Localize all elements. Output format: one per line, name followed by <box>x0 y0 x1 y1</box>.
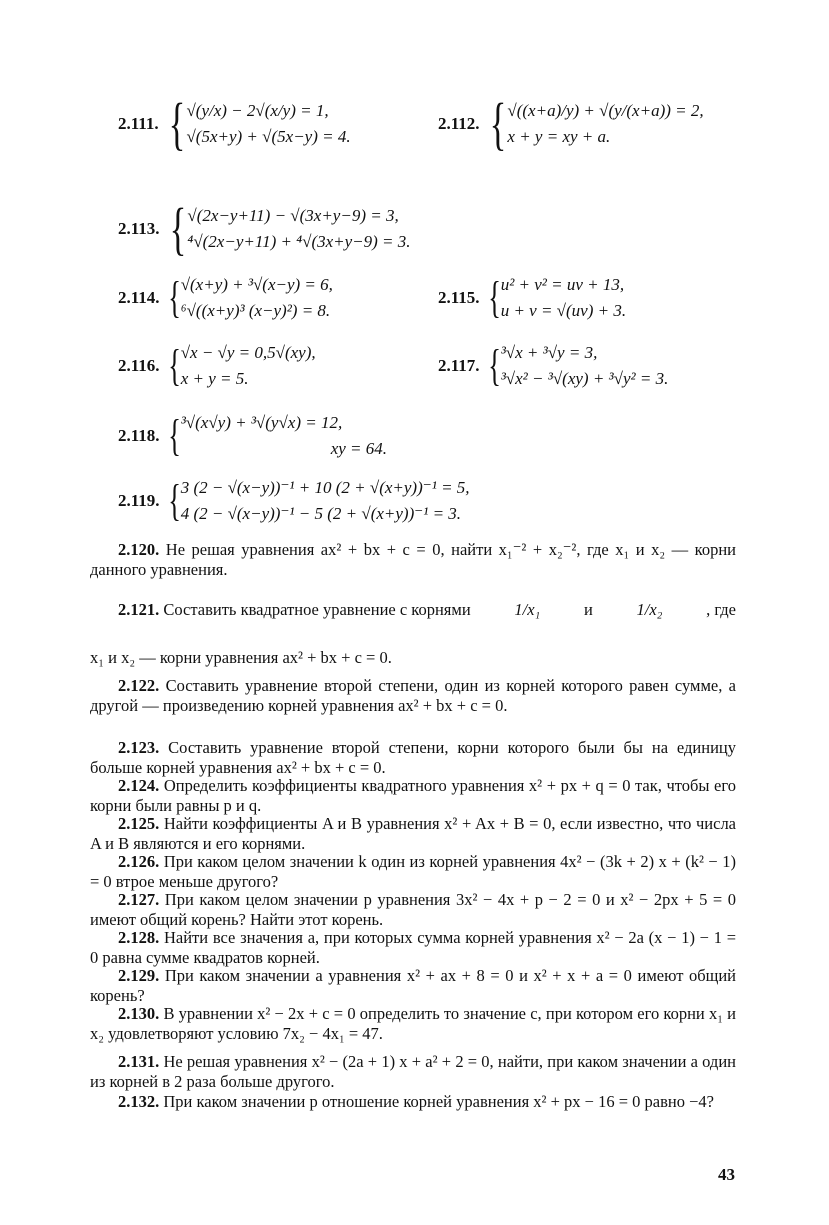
problem-number: 2.113. <box>118 219 160 238</box>
equation-system <box>507 98 703 150</box>
problem-2-115 <box>438 272 626 324</box>
problem-text: Найти все значения a, при которых сумма корней уравнения x² − 2a (x − 1) − 1 = 0 равна сумме квадратов корней. <box>90 928 736 967</box>
problem-number: 2.115. <box>438 288 480 307</box>
problem-2-132 <box>90 1092 736 1112</box>
equation-line: ⁶√((x+y)³ (x−y)²) = 8. <box>180 301 331 320</box>
problem-number: 2.111. <box>118 114 159 133</box>
problem-text: В уравнении x² − 2x + c = 0 определить то значение c, при котором его корни x₁ и x₂ удовлетворяют условию 7x₂ − 4x₁ = 47. <box>90 1004 736 1043</box>
problem-number: 2.114. <box>118 288 160 307</box>
problem-text: Составить квадратное уравнение с корнями <box>159 600 471 619</box>
equation-system <box>501 340 669 392</box>
problem-number: 2.123. <box>118 738 160 757</box>
system-brace: { <box>487 341 501 390</box>
problem-text: При каком целом значении k один из корней уравнения 4x² − (3k + 2) x + (k² − 1) = 0 втрое меньше другого? <box>90 852 736 891</box>
system-brace: { <box>167 411 181 460</box>
problem-text: При каком значении a уравнения x² + ax + 8 = 0 и x² + x + a = 0 имеют общий корень? <box>90 966 736 1005</box>
problem-number: 2.120. <box>118 540 160 559</box>
problem-2-112 <box>438 91 704 156</box>
system-brace: { <box>489 91 506 156</box>
problem-number: 2.117. <box>438 356 480 375</box>
equation-system <box>181 272 333 324</box>
equation-line: xy = 64. <box>330 439 387 458</box>
problem-2-121 <box>90 600 736 620</box>
problem-text: Составить уравнение второй степени, один из корней которого равен сумме, а другой — произведению корней уравнения ax² + bx + c = 0. <box>90 676 736 715</box>
problem-text: Не решая уравнения ax² + bx + c = 0, найти x₁⁻² + x₂⁻², где x₁ и x₂ — корни данного уравнения. <box>90 540 736 579</box>
problem-text-tail: , где <box>706 600 736 619</box>
problem-number: 2.126. <box>118 852 160 871</box>
equation-line: ⁴√(2x−y+11) + ⁴√(3x+y−9) = 3. <box>187 232 411 251</box>
equation-line: ³√(x√y) + ³√(y√x) = 12, <box>180 413 343 432</box>
problem-number: 2.127. <box>118 890 160 909</box>
equation-line: 3 (2 − √(x−y))⁻¹ + 10 (2 + √(x+y))⁻¹ = 5, <box>180 478 470 497</box>
equation-line: ³√x² − ³√(xy) + ³√y² = 3. <box>500 369 669 388</box>
equation-line: u + v = √(uv) + 3. <box>500 301 627 320</box>
equation-line: √((x+a)/y) + √(y/(x+a)) = 2, <box>507 101 704 120</box>
problem-2-124 <box>90 776 736 816</box>
equation-line: √(2x−y+11) − √(3x+y−9) = 3, <box>187 206 399 225</box>
problem-2-114 <box>118 272 333 324</box>
equation-system <box>501 272 626 324</box>
equation-line: √(x+y) + ³√(x−y) = 6, <box>180 275 333 294</box>
problem-text: Определить коэффициенты квадратного уравнения x² + px + q = 0 так, чтобы его корни были равны p и q. <box>90 776 736 815</box>
problem-number: 2.112. <box>438 114 480 133</box>
equation-system <box>186 98 350 150</box>
equation-system <box>181 340 316 392</box>
problem-2-130 <box>90 1004 736 1044</box>
problem-text: x₁ и x₂ — корни уравнения ax² + bx + c = 0. <box>90 648 392 667</box>
problem-number: 2.130. <box>118 1004 160 1023</box>
problem-2-131 <box>90 1052 736 1092</box>
problem-2-128 <box>90 928 736 968</box>
problem-number: 2.121. <box>118 600 160 619</box>
problem-2-121-continued <box>90 648 736 668</box>
problem-number: 2.128. <box>118 928 160 947</box>
problem-2-111 <box>118 91 351 156</box>
equation-line: ³√x + ³√y = 3, <box>500 343 598 362</box>
system-brace: { <box>168 91 185 156</box>
fraction-1-over-x2: 1/x₂ <box>636 600 663 619</box>
equation-system <box>181 410 387 462</box>
problem-number: 2.125. <box>118 814 160 833</box>
equation-line: √x − √y = 0,5√(xy), <box>180 343 316 362</box>
problem-2-125 <box>90 814 736 854</box>
problem-2-127 <box>90 890 736 930</box>
system-brace: { <box>487 273 501 322</box>
problem-text: Не решая уравнения x² − (2a + 1) x + a² + 2 = 0, найти, при каком значении a один из корней в 2 раза больше другого. <box>90 1052 736 1091</box>
problem-number: 2.118. <box>118 426 160 445</box>
equation-line: √(y/x) − 2√(x/y) = 1, <box>186 101 329 120</box>
problem-number: 2.131. <box>118 1052 160 1071</box>
problem-text: При каком значении p отношение корней уравнения x² + px − 16 = 0 равно −4? <box>159 1092 714 1111</box>
system-brace: { <box>167 341 181 390</box>
system-brace: { <box>167 476 181 525</box>
equation-line: x + y = xy + a. <box>507 127 611 146</box>
problem-2-118 <box>118 410 387 462</box>
problem-number: 2.116. <box>118 356 160 375</box>
problem-number: 2.124. <box>118 776 160 795</box>
problem-2-116 <box>118 340 316 392</box>
problem-2-122 <box>90 676 736 716</box>
equation-system <box>181 475 470 527</box>
problem-number: 2.129. <box>118 966 160 985</box>
equation-line: √(5x+y) + √(5x−y) = 4. <box>186 127 351 146</box>
equation-system <box>187 203 410 255</box>
problem-2-123 <box>90 738 736 778</box>
problem-2-117 <box>438 340 668 392</box>
equation-line: 4 (2 − √(x−y))⁻¹ − 5 (2 + √(x+y))⁻¹ = 3. <box>180 504 462 523</box>
equation-line: x + y = 5. <box>180 369 249 388</box>
system-brace: { <box>167 273 181 322</box>
problem-2-129 <box>90 966 736 1006</box>
problem-number: 2.122. <box>118 676 160 695</box>
problem-number: 2.119. <box>118 491 160 510</box>
system-brace: { <box>169 196 186 261</box>
problem-number: 2.132. <box>118 1092 160 1111</box>
problem-text: Составить уравнение второй степени, корни которого были бы на единицу больше корней уравнения ax² + bx + c = 0. <box>90 738 736 777</box>
conjunction: и <box>583 600 593 619</box>
page-number: 43 <box>718 1165 735 1184</box>
problem-2-119 <box>118 475 470 527</box>
problem-2-113 <box>118 196 411 261</box>
problem-2-120 <box>90 540 736 580</box>
fraction-1-over-x1: 1/x₁ <box>514 600 541 619</box>
problem-text: Найти коэффициенты A и B уравнения x² + Ax + B = 0, если известно, что числа A и B являются и его корнями. <box>90 814 736 853</box>
problem-text: При каком целом значении p уравнения 3x² − 4x + p − 2 = 0 и x² − 2px + 5 = 0 имеют общий корень? Найти этот корень. <box>90 890 736 929</box>
equation-line: u² + v² = uv + 13, <box>500 275 625 294</box>
problem-2-126 <box>90 852 736 892</box>
